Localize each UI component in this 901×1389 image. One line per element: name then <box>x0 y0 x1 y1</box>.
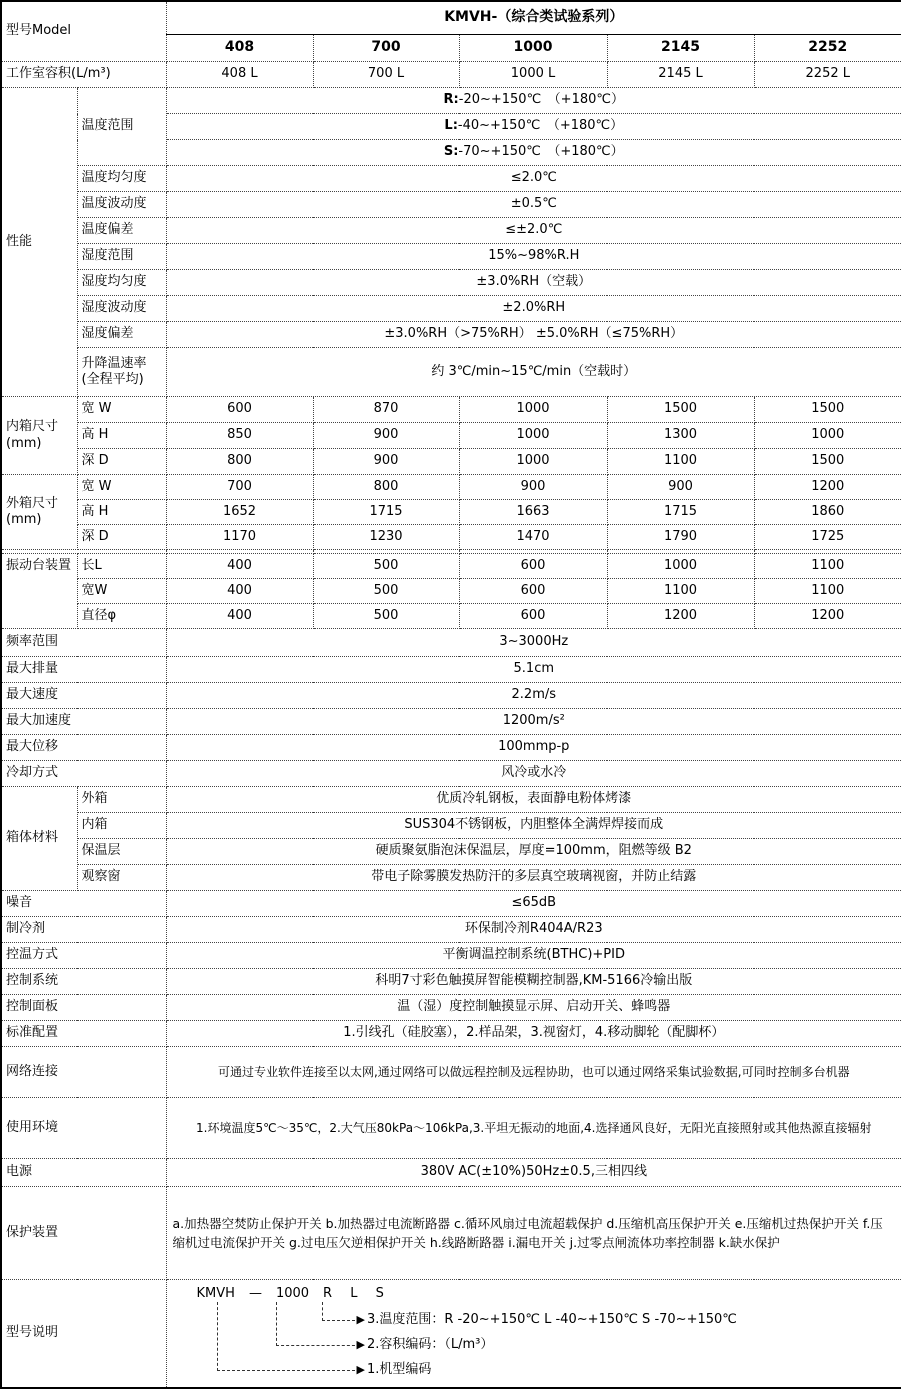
dim-cell: 1470 <box>459 525 607 550</box>
dim-row-label: 深 D <box>77 449 166 475</box>
spec-value: 1200m/s² <box>166 709 901 735</box>
spec-label: 网络连接 <box>1 1047 166 1098</box>
dim-row-label: 宽W <box>77 579 166 604</box>
dim-cell: 1000 <box>459 397 607 423</box>
temp-range-r: R:-20~+150℃ （+180℃） <box>166 88 901 114</box>
model-col-2252: 2252 <box>754 35 901 62</box>
dim-cell: 400 <box>166 604 313 629</box>
dim-row-label: 直径φ <box>77 604 166 629</box>
dim-cell: 1230 <box>313 525 459 550</box>
perf-row-label: 湿度波动度 <box>77 296 166 322</box>
perf-row-label: 湿度偏差 <box>77 322 166 348</box>
perf-row-value: ±2.0%RH <box>166 296 901 322</box>
temp-range-label: 温度范围 <box>77 88 166 166</box>
dim-cell: 1000 <box>607 554 754 579</box>
spec-label: 控制面板 <box>1 995 166 1021</box>
material-row-value: 硬质聚氨脂泡沫保温层，厚度=100mm，阻燃等级 B2 <box>166 839 901 865</box>
dim-cell: 850 <box>166 423 313 449</box>
dim-cell: 1500 <box>754 449 901 475</box>
perf-row-value: ≤2.0℃ <box>166 166 901 192</box>
model-col-408: 408 <box>166 35 313 62</box>
vibration-group-label: 振动台装置 <box>1 554 77 629</box>
dim-cell: 1200 <box>754 475 901 500</box>
dim-cell: 800 <box>166 449 313 475</box>
model-code-volume: 1000 <box>275 1286 310 1301</box>
connector-line-3 <box>322 1302 360 1321</box>
dim-cell: 400 <box>166 579 313 604</box>
dim-cell: 500 <box>313 579 459 604</box>
capacity-label: 工作室容积(L/m³) <box>1 62 166 88</box>
perf-row-value: ≤±2.0℃ <box>166 218 901 244</box>
perf-row-value: ±3.0%RH（>75%RH） ±5.0%RH（≤75%RH） <box>166 322 901 348</box>
dim-cell: 600 <box>166 397 313 423</box>
annotation-text: 2.容积编码：（L/m³） <box>366 1337 494 1352</box>
dim-cell: 1100 <box>754 554 901 579</box>
legend-annotation-model-code <box>357 1362 432 1378</box>
dim-cell: 900 <box>459 475 607 500</box>
dim-cell: 500 <box>313 604 459 629</box>
spec-value: 1.引线孔（硅胶塞），2.样品架，3.视窗灯，4.移动脚轮（配脚杯） <box>166 1021 901 1047</box>
spec-label: 标准配置 <box>1 1021 166 1047</box>
inner-box-group-label <box>1 397 77 475</box>
ramp-rate-value: 约 3℃/min~15℃/min（空载时） <box>166 348 901 397</box>
spec-value: 3~3000Hz <box>166 629 901 657</box>
dim-cell: 1000 <box>459 449 607 475</box>
spec-value: 环保制冷剂R404A/R23 <box>166 917 901 943</box>
dim-cell: 900 <box>607 475 754 500</box>
annotation-text: 1.机型编码 <box>366 1362 432 1377</box>
spec-value: 科明7寸彩色触摸屏智能模糊控制器,KM-5166冷输出版 <box>166 969 901 995</box>
spec-label: 制冷剂 <box>1 917 166 943</box>
spec-value: 100mmp-p <box>166 735 901 761</box>
spec-label: 使用环境 <box>1 1098 166 1159</box>
dim-cell: 1000 <box>459 423 607 449</box>
material-row-value: 带电子除雾膜发热防汗的多层真空玻璃视窗，并防止结露 <box>166 865 901 891</box>
dim-row-label: 高 H <box>77 500 166 525</box>
dim-cell: 700 <box>166 475 313 500</box>
dim-cell: 1170 <box>166 525 313 550</box>
dim-cell: 600 <box>459 554 607 579</box>
spec-label: 最大速度 <box>1 683 166 709</box>
spec-label: 控温方式 <box>1 943 166 969</box>
dim-row-label: 高 H <box>77 423 166 449</box>
capacity-cell: 1000 L <box>459 62 607 88</box>
dim-cell: 1860 <box>754 500 901 525</box>
material-row-label: 观察窗 <box>77 865 166 891</box>
outer-box-label: 外箱尺寸 <box>6 495 59 511</box>
dim-cell: 1725 <box>754 525 901 550</box>
spec-label: 噪音 <box>1 891 166 917</box>
dim-cell: 900 <box>313 449 459 475</box>
ramp-label-line1: 升降温速率 <box>81 355 147 371</box>
dim-cell: 1300 <box>607 423 754 449</box>
spec-value: 2.2m/s <box>166 683 901 709</box>
ramp-label-line2: (全程平均) <box>81 372 144 387</box>
spec-label: 最大位移 <box>1 735 166 761</box>
right-arrow-icon: ▶ <box>356 1363 365 1376</box>
perf-row-label: 湿度范围 <box>77 244 166 270</box>
dim-cell: 1715 <box>607 500 754 525</box>
spec-value: 1.环境温度5℃～35℃，2.大气压80kPa～106kPa,3.平坦无振动的地面,4.选择通风良好，无阳光直接照射或其他热源直接辐射 <box>166 1098 901 1159</box>
dim-cell: 600 <box>459 579 607 604</box>
dim-cell: 600 <box>459 604 607 629</box>
ramp-rate-label <box>77 348 166 397</box>
perf-row-label: 湿度均匀度 <box>77 270 166 296</box>
dim-cell: 1200 <box>754 604 901 629</box>
model-col-1000: 1000 <box>459 35 607 62</box>
model-legend-diagram <box>166 1280 901 1389</box>
outer-box-unit: (mm) <box>6 512 42 527</box>
temp-range-l: L:-40~+150℃ （+180℃） <box>166 114 901 140</box>
spec-label: 电源 <box>1 1159 166 1187</box>
dim-row-label: 宽 W <box>77 397 166 423</box>
capacity-cell: 700 L <box>313 62 459 88</box>
dim-row-label: 长L <box>77 554 166 579</box>
spec-value: 风冷或水冷 <box>166 761 901 787</box>
performance-group-label: 性能 <box>1 88 77 397</box>
dim-cell: 1100 <box>754 579 901 604</box>
spec-value: ≤65dB <box>166 891 901 917</box>
dim-row-label: 宽 W <box>77 475 166 500</box>
right-arrow-icon: ▶ <box>356 1313 365 1326</box>
dim-cell: 1663 <box>459 500 607 525</box>
material-row-label: 内箱 <box>77 813 166 839</box>
perf-row-label: 温度均匀度 <box>77 166 166 192</box>
perf-row-label: 温度偏差 <box>77 218 166 244</box>
dim-cell: 900 <box>313 423 459 449</box>
dim-cell: 1790 <box>607 525 754 550</box>
dim-cell: 870 <box>313 397 459 423</box>
perf-row-value: 15%~98%R.H <box>166 244 901 270</box>
perf-row-value: ±0.5℃ <box>166 192 901 218</box>
box-material-group-label: 箱体材料 <box>1 787 77 891</box>
dim-cell: 400 <box>166 554 313 579</box>
model-header-label: 型号Model <box>1 1 166 62</box>
model-col-2145: 2145 <box>607 35 754 62</box>
legend-annotation-volume-code <box>357 1337 494 1353</box>
dim-cell: 1500 <box>607 397 754 423</box>
dim-cell: 1500 <box>754 397 901 423</box>
inner-box-label: 内箱尺寸 <box>6 419 59 435</box>
model-legend-label: 型号说明 <box>1 1280 166 1389</box>
spec-value: a.加热器空焚防止保护开关 b.加热器过电流断路器 c.循环风扇过电流超载保护 d.压缩机高压保护开关 e.压缩机过热保护开关 f.压缩机过电流保护开关 g.过电压欠逆相保护开关 h.线路断路器 i.漏电开关 j.过零点闸流体功率控制器 k.缺水保护 <box>166 1187 901 1280</box>
capacity-cell: 2145 L <box>607 62 754 88</box>
annotation-text: 3.温度范围：R -20~+150℃ L -40~+150℃ S -70~+150℃ <box>366 1312 737 1327</box>
material-row-value: SUS304不锈钢板，内胆整体全满焊焊接而成 <box>166 813 901 839</box>
capacity-cell: 408 L <box>166 62 313 88</box>
material-row-label: 外箱 <box>77 787 166 813</box>
perf-row-value: ±3.0%RH（空载） <box>166 270 901 296</box>
model-code-brand: KMVH <box>196 1286 235 1301</box>
temp-range-s-value: -70~+150℃ （+180℃） <box>458 144 624 160</box>
spec-value: 380V AC(±10%)50Hz±0.5,三相四线 <box>166 1159 901 1187</box>
spec-label: 最大排量 <box>1 657 166 683</box>
dim-cell: 500 <box>313 554 459 579</box>
spec-value: 可通过专业软件连接至以太网,通过网络可以做远程控制及远程协助，也可以通过网络采集试验数据,可同时控制多台机器 <box>166 1047 901 1098</box>
model-code-temps: R L S <box>323 1286 391 1301</box>
model-code-line <box>197 1286 391 1302</box>
series-title: KMVH-（综合类试验系列） <box>166 1 901 35</box>
perf-row-label: 温度波动度 <box>77 192 166 218</box>
dim-cell: 1100 <box>607 579 754 604</box>
spec-label: 冷却方式 <box>1 761 166 787</box>
spec-value: 5.1cm <box>166 657 901 683</box>
dim-cell: 1200 <box>607 604 754 629</box>
dim-cell: 1100 <box>607 449 754 475</box>
outer-box-group-label <box>1 475 77 550</box>
model-code-diagram <box>167 1280 901 1387</box>
material-row-value: 优质冷轧钢板，表面静电粉体烤漆 <box>166 787 901 813</box>
model-code-dash: — <box>248 1286 262 1301</box>
temp-range-r-value: -20~+150℃ （+180℃） <box>458 92 624 108</box>
spec-label: 保护装置 <box>1 1187 166 1280</box>
spec-value: 温（湿）度控制触摸显示屏、启动开关、蜂鸣器 <box>166 995 901 1021</box>
dim-row-label: 深 D <box>77 525 166 550</box>
capacity-cell: 2252 L <box>754 62 901 88</box>
right-arrow-icon: ▶ <box>356 1338 365 1351</box>
inner-box-unit: (mm) <box>6 435 42 451</box>
dim-cell: 800 <box>313 475 459 500</box>
spec-label: 频率范围 <box>1 629 166 657</box>
model-col-700: 700 <box>313 35 459 62</box>
temp-range-l-value: -40~+150℃ （+180℃） <box>457 118 624 134</box>
dim-cell: 1715 <box>313 500 459 525</box>
spec-label: 最大加速度 <box>1 709 166 735</box>
dim-cell: 1000 <box>754 423 901 449</box>
legend-annotation-temp-range <box>357 1312 737 1328</box>
temp-range-s: S:-70~+150℃ （+180℃） <box>166 140 901 166</box>
spec-label: 控制系统 <box>1 969 166 995</box>
spec-value: 平衡调温控制系统(BTHC)+PID <box>166 943 901 969</box>
dim-cell: 1652 <box>166 500 313 525</box>
material-row-label: 保温层 <box>77 839 166 865</box>
